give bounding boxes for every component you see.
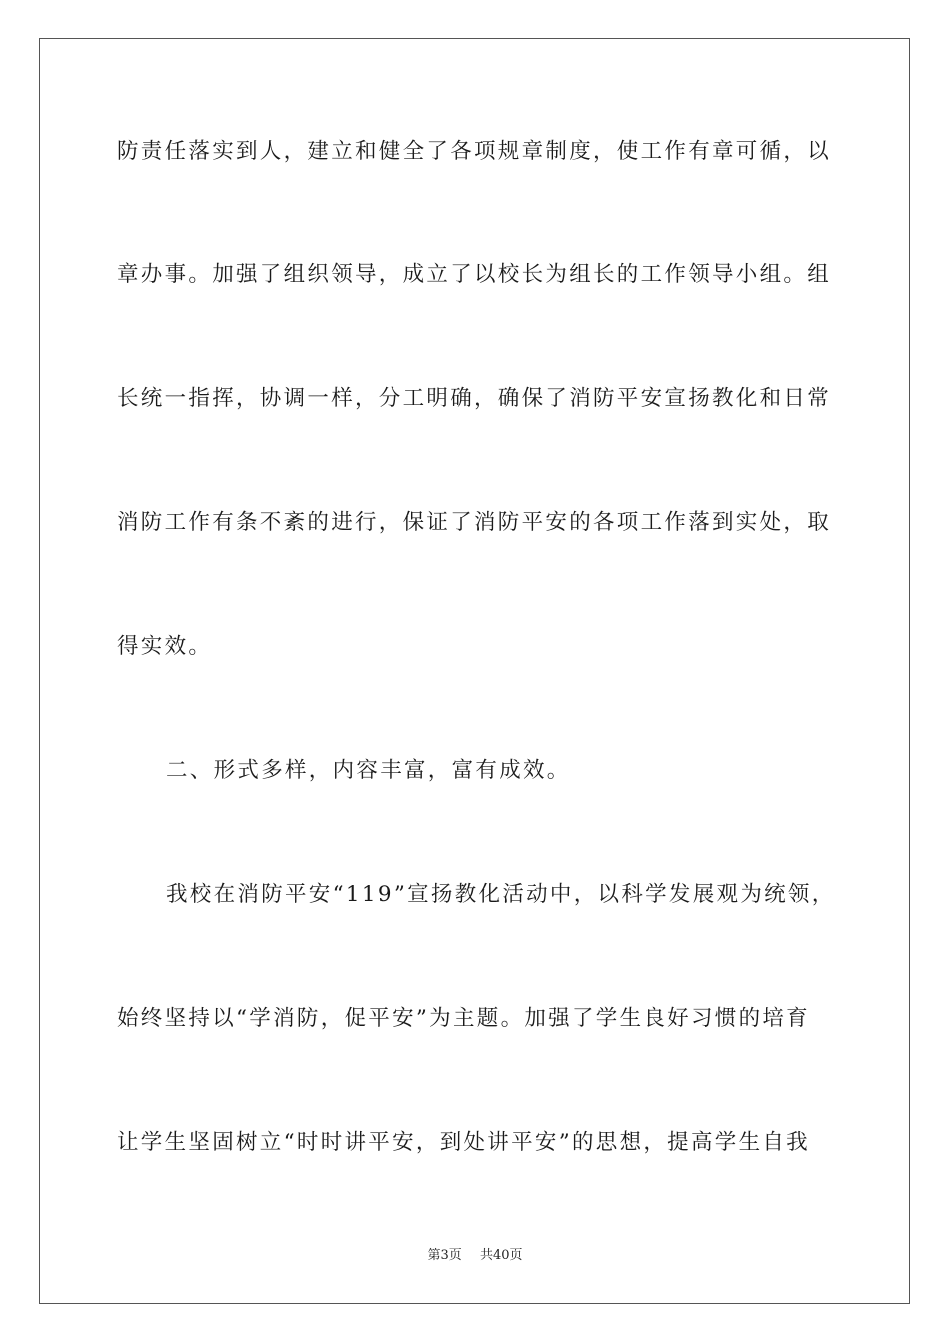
body-text-line: 章办事。加强了组织领导，成立了以校长为组长的工作领导小组。组 <box>117 262 832 287</box>
body-text-line: 长统一指挥，协调一样，分工明确，确保了消防平安宣扬教化和日常 <box>117 386 832 411</box>
section-heading: 二、形式多样，内容丰富，富有成效。 <box>166 758 571 783</box>
page-number: 第3页 <box>427 1248 462 1263</box>
body-text-line: 消防工作有条不紊的进行，保证了消防平安的各项工作落到实处，取 <box>117 510 832 535</box>
body-text-line: 防责任落实到人，建立和健全了各项规章制度，使工作有章可循，以 <box>117 139 832 164</box>
page-border <box>39 38 910 1304</box>
page-footer <box>0 1247 950 1265</box>
body-text-line: 我校在消防平安“119”宣扬教化活动中，以科学发展观为统领， <box>166 882 836 907</box>
page-total: 共40页 <box>479 1248 523 1263</box>
body-text-line: 得实效。 <box>117 634 213 659</box>
body-text-line: 让学生坚固树立“时时讲平安，到处讲平安”的思想，提高学生自我 <box>117 1130 810 1155</box>
body-text-line: 始终坚持以“学消防，促平安”为主题。加强了学生良好习惯的培育 <box>117 1006 810 1031</box>
